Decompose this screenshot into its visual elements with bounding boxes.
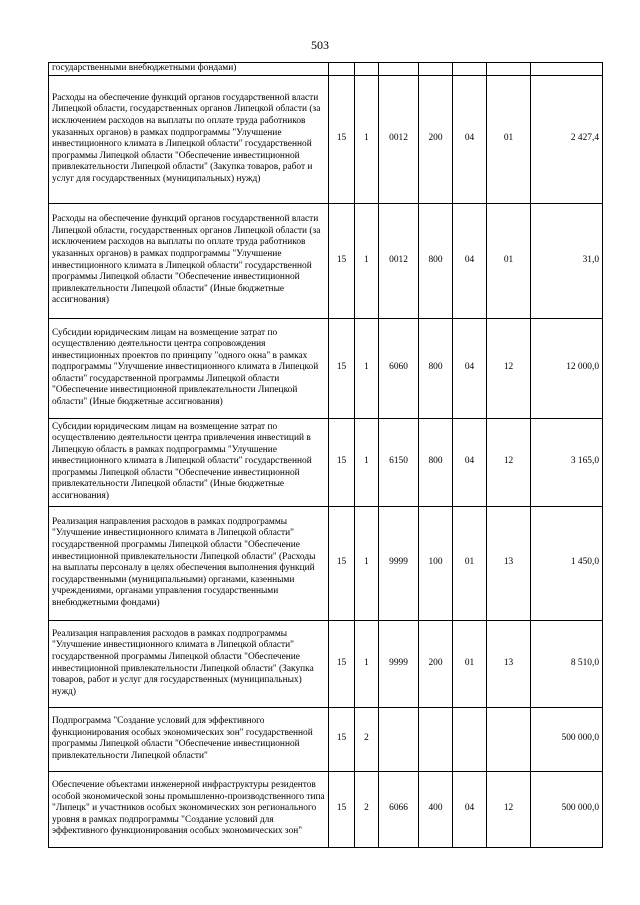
amount-cell: [531, 63, 603, 76]
target-article-code: 0012: [379, 203, 419, 318]
target-article-code: 9999: [379, 506, 419, 620]
ministry-code: 15: [329, 620, 355, 707]
table-row: [49, 771, 603, 847]
section-code: [453, 63, 487, 76]
row-description: Подпрограмма "Создание условий для эффективного функционирования особых экономических зон" государственной программы Липецкой области "Обеспечение инвестиционной привлекательности Липецкой области": [49, 707, 329, 771]
subprogram-code: 2: [355, 707, 379, 771]
expense-type-code: 800: [419, 418, 453, 506]
ministry-code: 15: [329, 771, 355, 847]
page-number: 503: [311, 38, 329, 52]
expense-type-code: 800: [419, 318, 453, 418]
budget-table-body: [49, 63, 603, 848]
amount-cell: 8 510,0: [531, 620, 603, 707]
target-article-code: 0012: [379, 75, 419, 203]
expense-type-code: [419, 707, 453, 771]
subsection-code: 12: [487, 318, 531, 418]
subsection-code: 01: [487, 203, 531, 318]
target-article-code: [379, 63, 419, 76]
amount-cell: 3 165,0: [531, 418, 603, 506]
target-article-code: 6060: [379, 318, 419, 418]
section-code: 04: [453, 318, 487, 418]
subsection-code: [487, 63, 531, 76]
section-code: [453, 707, 487, 771]
subprogram-code: 1: [355, 418, 379, 506]
row-description: Субсидии юридическим лицам на возмещение затрат по осуществлению деятельности центра сопровождения инвестиционных проектов по принципу "одного окна" в рамках подпрограммы "Улучшение инвестиционного климата в Липецкой области" государственной программы Липецкой области "Обеспечение инвестиционной привлекательности Липецкой области" (Иные бюджетные ассигнования): [49, 318, 329, 418]
row-description: Расходы на обеспечение функций органов государственной власти Липецкой области, государственных органов Липецкой области (за исключением расходов на выплаты по оплате труда работников указанных органов) в рамках подпрограммы "Улучшение инвестиционного климата в Липецкой области" государственной программы Липецкой области "Обеспечение инвестиционной привлекательности Липецкой области" (Закупка товаров, работ и услуг для государственных (муниципальных) нужд): [49, 75, 329, 203]
row-description: государственными внебюджетными фондами): [49, 63, 329, 76]
expense-type-code: 100: [419, 506, 453, 620]
row-description: Расходы на обеспечение функций органов государственной власти Липецкой области, государственных органов Липецкой области (за исключением расходов на выплаты по оплате труда работников указанных органов) в рамках подпрограммы "Улучшение инвестиционного климата в Липецкой области" государственной программы Липецкой области "Обеспечение инвестиционной привлекательности Липецкой области" (Иные бюджетные ассигнования): [49, 203, 329, 318]
amount-cell: 1 450,0: [531, 506, 603, 620]
amount-cell: 500 000,0: [531, 707, 603, 771]
table-row: [49, 418, 603, 506]
target-article-code: 6066: [379, 771, 419, 847]
section-code: 04: [453, 418, 487, 506]
row-description: Обеспечение объектами инженерной инфраструктуры резидентов особой экономической зоны промышленно-производственного типа "Липецк" и участников особых экономических зон регионального уровня в рамках подпрограммы "Создание условий для эффективного функционирования особых экономических зон": [49, 771, 329, 847]
subsection-code: [487, 707, 531, 771]
section-code: 04: [453, 75, 487, 203]
row-description: Реализация направления расходов в рамках подпрограммы "Улучшение инвестиционного климата в Липецкой области" государственной программы Липецкой области "Обеспечение инвестиционной привлекательности Липецкой области" (Расходы на выплаты персоналу в целях обеспечения выполнения функций государственными (муниципальными) органами, казенными учреждениями, органами управления государственными внебюджетными фондами): [49, 506, 329, 620]
ministry-code: [329, 63, 355, 76]
ministry-code: 15: [329, 203, 355, 318]
table-row: [49, 75, 603, 203]
expense-type-code: 800: [419, 203, 453, 318]
target-article-code: 6150: [379, 418, 419, 506]
row-description: Реализация направления расходов в рамках подпрограммы "Улучшение инвестиционного климата в Липецкой области" государственной программы Липецкой области "Обеспечение инвестиционной привлекательности Липецкой области" (Закупка товаров, работ и услуг для государственных (муниципальных) нужд): [49, 620, 329, 707]
section-code: 04: [453, 203, 487, 318]
subprogram-code: 1: [355, 620, 379, 707]
table-row: [49, 707, 603, 771]
section-code: 04: [453, 771, 487, 847]
table-row: [49, 318, 603, 418]
section-code: 01: [453, 506, 487, 620]
budget-table: [48, 62, 603, 848]
ministry-code: 15: [329, 75, 355, 203]
table-row: [49, 506, 603, 620]
subsection-code: 13: [487, 620, 531, 707]
subsection-code: 12: [487, 771, 531, 847]
subprogram-code: 1: [355, 75, 379, 203]
expense-type-code: 200: [419, 620, 453, 707]
ministry-code: 15: [329, 506, 355, 620]
ministry-code: 15: [329, 418, 355, 506]
amount-cell: 31,0: [531, 203, 603, 318]
subsection-code: 12: [487, 418, 531, 506]
amount-cell: 500 000,0: [531, 771, 603, 847]
row-description: Субсидии юридическим лицам на возмещение затрат по осуществлению деятельности центра привлечения инвестиций в Липецкую область в рамках подпрограммы "Улучшение инвестиционного климата в Липецкой области" государственной программы Липецкой области "Обеспечение инвестиционной привлекательности Липецкой области" (Иные бюджетные ассигнования): [49, 418, 329, 506]
target-article-code: [379, 707, 419, 771]
expense-type-code: [419, 63, 453, 76]
expense-type-code: 200: [419, 75, 453, 203]
subprogram-code: 2: [355, 771, 379, 847]
section-code: 01: [453, 620, 487, 707]
table-row: [49, 203, 603, 318]
subprogram-code: 1: [355, 203, 379, 318]
expense-type-code: 400: [419, 771, 453, 847]
table-row: [49, 63, 603, 76]
ministry-code: 15: [329, 707, 355, 771]
table-row: [49, 620, 603, 707]
target-article-code: 9999: [379, 620, 419, 707]
subprogram-code: [355, 63, 379, 76]
subsection-code: 13: [487, 506, 531, 620]
amount-cell: 2 427,4: [531, 75, 603, 203]
subprogram-code: 1: [355, 318, 379, 418]
subprogram-code: 1: [355, 506, 379, 620]
subsection-code: 01: [487, 75, 531, 203]
ministry-code: 15: [329, 318, 355, 418]
amount-cell: 12 000,0: [531, 318, 603, 418]
